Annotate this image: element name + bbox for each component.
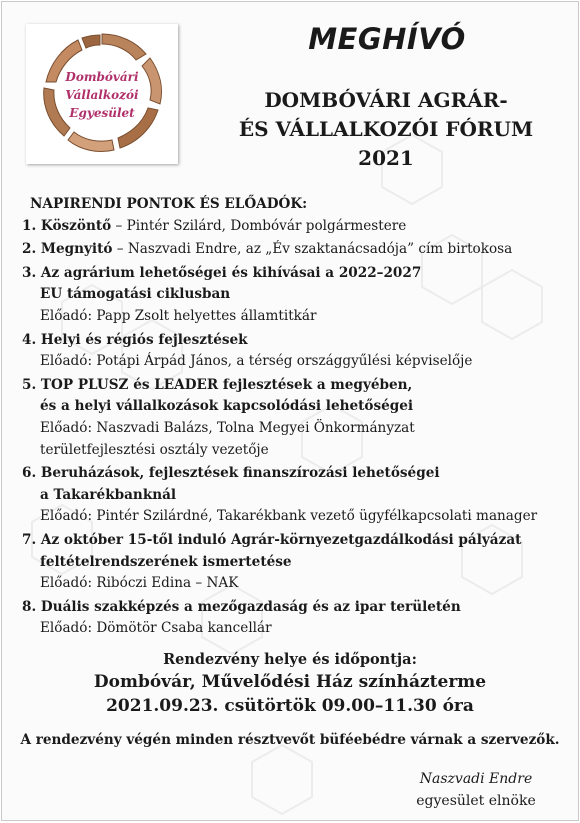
logo-text-line2: Vállalkozói	[65, 88, 139, 102]
agenda-item-title-cont: feltételrendszerének ismertetése	[40, 553, 292, 570]
event-subtitle	[198, 86, 574, 173]
subtitle-line2: ÉS VÁLLALKOZÓI FÓRUM	[238, 117, 534, 141]
invitation-page	[1, 1, 579, 821]
agenda-item-title-cont: a Takarékbanknál	[40, 486, 177, 503]
agenda-item-title: 7. Az október 15-től induló Agrár-környezetgazdálkodási pályázat	[22, 531, 522, 548]
agenda-item-title: 1. Köszöntő	[22, 217, 112, 234]
subtitle-line3: 2021	[358, 146, 414, 170]
agenda-item-7	[22, 530, 578, 595]
logo-text-line1: Dombóvári	[65, 70, 139, 84]
signature-name: Naszvadi Endre	[419, 771, 533, 787]
venue-label: Rendezvény helye és időpontja:	[163, 651, 417, 668]
agenda-item-8	[22, 597, 578, 640]
agenda-item-title: 2. Megnyitó	[22, 241, 113, 258]
agenda-item-6	[22, 463, 578, 528]
signature-role: egyesület elnöke	[416, 793, 536, 809]
agenda-item-5	[22, 375, 578, 461]
agenda-item-title: 6. Beruházások, fejlesztések finanszírozási lehetőségei	[22, 465, 440, 482]
agenda-item-4	[22, 330, 578, 373]
subtitle-line1: DOMBÓVÁRI AGRÁR-	[264, 88, 508, 112]
agenda-item-speaker-cont: területfejlesztési osztály vezetője	[40, 441, 269, 458]
agenda-item-speaker: Előadó: Ribóczi Edina – NAK	[40, 575, 239, 592]
agenda-item-speaker: Előadó: Pintér Szilárdné, Takarékbank vezető ügyfélkapcsolati manager	[40, 508, 538, 525]
agenda-section	[22, 194, 578, 642]
page-title: MEGHÍVÓ	[308, 22, 466, 56]
signature-block	[396, 768, 556, 812]
logo-text-line3: Egyesület	[69, 106, 135, 120]
agenda-item-detail: – Naszvadi Endre, az „Év szaktanácsadója” cím birtokosa	[112, 241, 513, 258]
agenda-item-1	[22, 216, 578, 238]
agenda-item-2	[22, 239, 578, 261]
agenda-item-speaker: Előadó: Dömötör Csaba kancellár	[40, 620, 272, 637]
agenda-item-title: 4. Helyi és régiós fejlesztések	[22, 331, 248, 348]
agenda-item-detail: – Pintér Szilárd, Dombóvár polgármestere	[111, 217, 407, 234]
agenda-item-title: 3. Az agrárium lehetőségei és kihívásai a 2022–2027	[22, 264, 422, 281]
venue-place: Dombóvár, Művelődési Ház színházterme	[93, 672, 487, 692]
agenda-item-title-cont: és a helyi vállalkozások kapcsolódási lehetőségei	[40, 398, 414, 415]
association-logo	[26, 24, 178, 164]
venue-datetime: 2021.09.23. csütörtök 09.00–11.30 óra	[106, 696, 474, 716]
agenda-item-title-cont: EU támogatási ciklusban	[40, 286, 231, 303]
agenda-heading: NAPIRENDI PONTOK ÉS ELŐADÓK:	[30, 196, 308, 212]
agenda-item-speaker: Előadó: Potápi Árpád János, a térség országgyűlési képviselője	[40, 353, 473, 370]
venue-section	[2, 650, 578, 718]
agenda-item-3	[22, 263, 578, 328]
agenda-item-title: 5. TOP PLUSZ és LEADER fejlesztések a megyében,	[22, 376, 413, 393]
agenda-item-title: 8. Duális szakképzés a mezőgazdaság és az ipar területén	[22, 598, 461, 615]
agenda-item-speaker: Előadó: Papp Zsolt helyettes államtitkár	[40, 307, 317, 324]
lunch-note: A rendezvény végén minden résztvevőt büféebédre várnak a szervezők.	[20, 732, 560, 748]
agenda-item-speaker: Előadó: Naszvadi Balázs, Tolna Megyei Önkormányzat	[40, 419, 415, 436]
